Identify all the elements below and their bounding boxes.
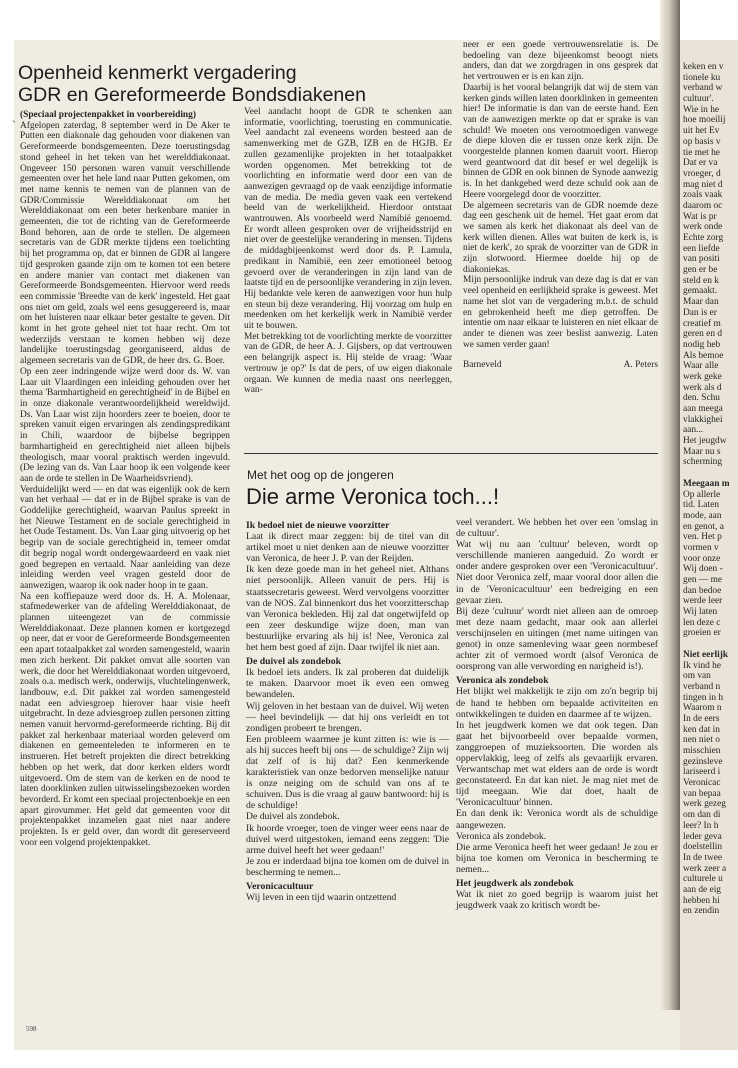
paragraph: Wat wij nu aan 'cultuur' beleven, wordt op verschillende manieren aangeduid. Zo wordt er onder andere gesproken over een 'Veronicacultuur'. Niet door Veronica zelf, maar vooral door allen die in de 'Veronicacultuur' een bedreiging en een gevaar zien. xyxy=(456,539,658,606)
fragment-line: daarom oc xyxy=(683,200,723,211)
fragment-line: uit het Ev xyxy=(683,126,720,137)
subheading: Het jeugdwerk als zondebok xyxy=(456,878,574,889)
right-page-fragments xyxy=(683,62,738,917)
fragment-line: hebben hi xyxy=(683,895,720,906)
article1-column-3 xyxy=(463,40,658,371)
fragment-line: gezinsleve xyxy=(683,756,723,767)
fragment-line: cultuur'. xyxy=(683,94,714,105)
fragment-line: nodig heb xyxy=(683,339,721,350)
paragraph: neer er een goede vertrouwensrelatie is. De bedoeling van deze bijeenkomst beoogt niets anders, dan dat we zorgdragen in ons gesprek dat het vertrouwen er is en kan zijn. xyxy=(463,40,658,83)
fragment-line xyxy=(683,639,738,650)
fragment-line: Als bemoe xyxy=(683,350,724,361)
fragment-line: en genot, a xyxy=(683,521,724,532)
fragment-line: werk zeer a xyxy=(683,863,727,874)
fragment-line: Wat is pr xyxy=(683,211,717,222)
fragment-line: lariseerd i xyxy=(683,767,721,778)
subheading: Ik bedoel niet de nieuwe voorzitter xyxy=(246,520,390,531)
fragment-line: Niet eerlijk xyxy=(683,649,729,660)
paragraph: Een probleem waarmee je kunt zitten is: wie is — als hij succes heeft bij ons — de schuldige? Zijn wij dat zelf of is hij dat? Een kenmerkende karakteristiek van onze bedorven menselijke natuur is onze neiging om de schuld van ons af te schuiven. Dus is die vraag al gauw bantwoord: hij is de schuldige! xyxy=(246,733,449,812)
paragraph: Ik hoorde vroeger, toen de vinger weer eens naar de duivel werd uitgestoken, iemand eens zeggen: 'Die arme duivel heeft het weer gedaan!' xyxy=(246,822,449,856)
fragment-line: tionele ku xyxy=(683,72,721,83)
fragment-line: groeien er xyxy=(683,628,721,639)
fragment-line: nen niet o xyxy=(683,735,720,746)
paragraph: Laat ik direct maar zeggen: bij de titel van dit artikel moet u niet denken aan de nieuwe voorzitter van Veronica, de heer J. P. van der Reijden. xyxy=(246,531,449,565)
fragment-line: In de twee xyxy=(683,852,723,863)
fragment-line: van positi xyxy=(683,254,720,265)
fragment-line: om van xyxy=(683,671,711,682)
fragment-line: Dat er va xyxy=(683,158,718,169)
subheading: Veronica als zondebok xyxy=(456,675,549,687)
paragraph: Ik ken deze goede man in het geheel niet. Althans niet persoonlijk. Alleen vanuit de pers. Hij is staatssecretaris geweest. Werd vervolgens voorzitter van de NOS. Zal binnenkort dus het voorzitterschap van Veronica bekleden. Hij zal dat ongetwijfeld op een zeer deskundige wijze doen, man van bestuurlijke ervaring als hij is! Nee, Veronica zal het hem best goed af zijn. Daar twijfel ik niet aan. xyxy=(246,564,449,654)
paragraph: Veel aandacht hoopt de GDR te schenken aan informatie, voorlichting, toerusting en communicatie. Veel aandacht zal eveneens worden besteed aan de samenwerking met de GZB, IZB en de HGJB. Er zullen gezamenlijke projekten in het totaalpakket worden opgenomen. Met betrekking tot de voorlichting en informatie werd door een van de aanwezigen gevraagd op de vaak eenzijdige informatie van de media. De media geven vaak een vertekend beeld van de werkelijkheid. Hierdoor ontstaat wantrouwen. Als voorbeeld werd Namibië genoemd. Er wordt alleen gesproken over de vrijheidsstrijd en niet over de geestelijke verandering in mensen. Tijdens de middagbijeenkomst werd door ds. P. Lamula, predikant in Namibië, een zeer emotioneel betoog gevoerd over de veranderingen in zijn land van de laatste tijd en de persoonlijke verandering in zijn leven. Hij bedankte vele keren de aanwezigen voor hun hulp en steun bij deze verandering. Hij voorzag om hulp en meedenken om het kerkelijk werk in Namibië verder uit te bouwen. xyxy=(244,107,453,332)
fragment-line: een liefde xyxy=(683,243,720,254)
fragment-line: doelstellin xyxy=(683,842,723,853)
fragment-line: gen — me xyxy=(683,575,723,585)
subheading: Veronicacultuur xyxy=(246,881,314,892)
fragment-line: leder geva xyxy=(683,831,722,842)
fragment-line: dan bedoe xyxy=(683,585,722,596)
signature-place: Barneveld xyxy=(463,360,502,371)
fragment-line: Op allerle xyxy=(683,489,721,500)
fragment-line: Veronicac xyxy=(683,778,721,789)
fragment-line: Waarom n xyxy=(683,703,722,714)
article2-kicker: Met het oog op de jongeren xyxy=(247,468,394,482)
article2-column-2 xyxy=(456,517,658,911)
fragment-line: Wie in he xyxy=(683,104,720,115)
paragraph: Verduidelijkt werd — en dat was eigenlijk ook de kern van het verhaal — dat er in de Bijbel sprake is van de Goddelijke gerechtigheid, waarvan Paulus spreekt in het Nieuwe Testament en de sociale gerechtigheid in het Oude Testament. Ds. Van Laar ging uitvoerig op het begrip van de sociale gerechtigheid in, temeer omdat dit begrip nogal wordt ondergewaardeerd en vaak niet goed begrepen en vertaald. Naar aanleiding van deze inleiding werden veel vragen gesteld door de aanwezigen, waarop ik ook nader hoop in te gaan. xyxy=(20,484,230,591)
paragraph: In het jeugdwerk komen we dat ook tegen. Dan gaat het bijvoorbeeld over bepaalde vormen, zanggroepen of muzieksoorten. Die worden als oppervlakkig, leeg of zelfs als gevaarlijk ervaren. Verwantschap met wat elders aan de orde is wordt geconstateerd. En dat kan niet. Je mag niet met de tijd meegaan. Wie dat doet, haalt de 'Veronicacultuur' binnen. xyxy=(456,719,658,809)
fragment-line: ven. Het p xyxy=(683,532,722,543)
fragment-line: Dan is er xyxy=(683,307,717,318)
fragment-line: Wij doen - xyxy=(683,564,723,575)
subheading: De duivel als zondebok xyxy=(246,656,342,668)
article2-column-1 xyxy=(246,517,449,903)
paragraph: De algemeen secretaris van de GDR noemde deze dag een geschenk uit de hemel. 'Het gaat erom dat we samen als kerk het diakonaat als deel van de kerk willen dienen. Alles wat buiten de kerk is, is niet de kerk', zo sprak de voorzitter van de GDR in zijn slotwoord. Hiermee doelde hij op de diakoniekas. xyxy=(463,200,658,275)
right-page xyxy=(680,40,738,1050)
fragment-line: werk onde xyxy=(683,222,723,233)
fragment-line: Meegaan m xyxy=(683,478,730,489)
paragraph: Daarbij is het vooral belangrijk dat wij de stem van kerken ginds willen laten doorklinken in gemeenten hier! De informatie is dan van de eerste hand. Een van de aanwezigen merkte op dat er sprake is van schuld! We moeten ons verootmoedigen vanwege de diepe kloven die er tussen onze kerk zijn. De voorgestelde plannen komen daaruit voort. Hierop werd geantwoord dat dit besef er wel degelijk is binnen de GDR en ook binnen de Synode aanwezig is. In het dankgebed werd deze schuld ook aan de Heere voorgelegd door de voorzitter. xyxy=(463,82,658,200)
paragraph: En dan denk ik: Veronica wordt als de schuldige aangewezen. xyxy=(456,808,658,831)
fragment-line: Maar dan xyxy=(683,297,719,308)
fragment-line: tingen in h xyxy=(683,692,724,703)
paragraph: De duivel als zondebok. xyxy=(246,811,340,823)
fragment-line: leer? In h xyxy=(683,820,719,831)
subheading: (Speciaal projectenpakket in voorbereiding) xyxy=(20,110,196,120)
fragment-line: den. Schu xyxy=(683,393,720,404)
fragment-line: Ik vind he xyxy=(683,660,722,671)
paragraph: Veronica als zondebok. xyxy=(456,830,547,842)
fragment-line: en zendin xyxy=(683,906,720,917)
fragment-line: culturele u xyxy=(683,874,723,885)
paragraph: Het blijkt wel makkelijk te zijn om zo'n begrip bij de hand te hebben om bepaalde activiteiten en ontwikkelingen te duiden en daarmee af te wijzen. xyxy=(456,686,658,720)
article1-signature xyxy=(463,360,658,371)
paragraph: Met betrekking tot de voorlichting merkte de voorzitter van de GDR, de heer A. J. Gijsbers, op dat vertrouwen een belangrijk aspect is. Hij stelde de vraag: 'Waar vertrouw je op?' Is dat de pers, of uw eigen diakonale orgaan. We kunnen de media naast ons neerleggen, wan- xyxy=(244,331,452,396)
section-divider xyxy=(244,453,658,454)
fragment-line: vroeger, d xyxy=(683,168,721,179)
fragment-line: gemaakt. xyxy=(683,286,718,297)
fragment-line: tie met he xyxy=(683,147,720,158)
page-gutter xyxy=(660,0,680,1010)
fragment-line: voor onze xyxy=(683,553,721,564)
article1-column-1 xyxy=(20,107,230,849)
paragraph: Mijn persoonlijke indruk van deze dag is dat er van veel openheid en eerlijkheid sprake is geweest. Met name het slot van de vergadering m.b.t. de schuld en gebrokenheid heeft me diep getroffen. De intentie om naar elkaar te luisteren en niet elkaar de ander te dienen was zeer beslist aanwezig. Laten we samen verder gaan! xyxy=(463,275,658,350)
fragment-line: keken en v xyxy=(683,62,724,72)
fragment-line: vlakkighei xyxy=(683,414,723,425)
fragment-line: ken dat in xyxy=(683,724,720,735)
paragraph: Wij geloven in het bestaan van de duivel. Wij weten — heel bevindelijk — dat hij ons verleidt en tot zondigen probeert te brengen. xyxy=(246,700,449,734)
fragment-line: verband w xyxy=(683,83,723,94)
paragraph: Bij deze 'cultuur' wordt niet alleen aan de omroep met deze naam gedacht, maar ook aan allerlei verschijnselen en uitingen (met name uitingen van genot) in onze samenleving waar geen normbesef achter zit of vermoed wordt (alsof Veronica de oorsprong van alle verwording en narigheid is!). xyxy=(456,605,658,673)
headline-line: GDR en Gereformeerde Bondsdiakenen xyxy=(18,84,366,106)
signature-author: A. Peters xyxy=(623,360,658,371)
fragment-line: aan de eig xyxy=(683,884,721,895)
fragment-line: werk als d xyxy=(683,382,722,393)
article1-column-2 xyxy=(244,107,452,396)
paragraph: veel verandert. We hebben het over een 'omslag in de cultuur'. xyxy=(456,517,658,540)
fragment-line: Wij laten xyxy=(683,607,718,618)
paragraph: Die arme Veronica heeft het weer gedaan! Je zou er bijna toe komen om Veronica in bescherming te nemen... xyxy=(456,841,658,875)
fragment-line: scherming xyxy=(683,457,723,468)
fragment-line: mode, aan xyxy=(683,510,722,521)
fragment-line: werde leer xyxy=(683,596,723,607)
paragraph: Op een zeer indringende wijze werd door ds. W. van Laar uit Vlaardingen een inleiding gehouden over het thema 'Barmhartigheid en gerechtigheid' in de Bijbel en in onze diakonale verantwoordelijkheid wereldwijd. Ds. Van Laar wist zijn hoorders zeer te boeien, door te spreken vanuit eigen ervaringen als zendingspredikant in Chili, waardoor de bijbelse begrippen barmhartigheid en gerechtigheid niet alleen bijbels theologisch, maar vooral praktisch werden ingevuld. (De lezing van ds. Van Laar hoop ik een volgende keer aan de orde te stellen in De Waarheidsvriend). xyxy=(20,366,230,484)
fragment-line: werk geke xyxy=(683,371,722,382)
paragraph: Wat ik niet zo goed begrijp is waarom juist het jeugdwerk vaak zo kritisch wordt be- xyxy=(456,889,658,912)
fragment-line: geren en d xyxy=(683,329,723,340)
fragment-line: tid. Laten xyxy=(683,500,719,511)
fragment-line: werk gezeg xyxy=(683,799,726,810)
headline-line: Openheid kenmerkt vergadering xyxy=(18,62,297,84)
paragraph: Je zou er inderdaad bijna toe komen om de duivel in bescherming te nemen... xyxy=(246,855,449,878)
paragraph: Ik bedoel iets anders. Ik zal proberen dat duidelijk te maken. Daarvoor moet ik even een omweg bewandelen. xyxy=(246,667,449,701)
page-number: 598 xyxy=(26,1025,37,1033)
paragraph: Wij leven in een tijd waarin ontzettend xyxy=(246,892,397,904)
fragment-line: mag niet d xyxy=(683,179,723,190)
fragment-line: steld en k xyxy=(683,275,719,286)
fragment-line: Echte zorg xyxy=(683,233,724,243)
fragment-line: om dan di xyxy=(683,810,721,821)
fragment-line: misschien xyxy=(683,746,721,756)
fragment-line: len deze c xyxy=(683,617,721,628)
paragraph: Na een koffiepauze werd door ds. H. A. Molenaar, stafmedewerker van de afdeling Werelddiakonaat, de plannen uiteengezet van de commissie Werelddiakonaat. Deze plannen komen er kortgezegd op neer, dat er voor de Gereformeerde Bondsgemeenten een apart totaalpakket zal worden samengesteld, waarin men zich herkent. Dit pakket omvat alle soorten van werk, die door het Werelddiakonaat worden uitgevoerd, zoals o.a. medisch werk, onderwijs, vluchtelingenwerk, landbouw, e.d. Dit pakket zal worden samengesteld nadat een adviesgroep hierover haar visie heeft uitgebracht. In deze adviesgroep zullen personen zitting nemen vanuit hervormd-gereformeerde richting. Bij dit pakket zal herkenbaar materiaal worden geleverd om diakenen en gemeenteleden te informeren en te instrueren. Het betreft projekten die direct betrekking hebben op het werk, dat door kerken elders wordt uitgevoerd. Om de stem van de kerken en de nood te laten doorklinken zullen uitwisselingsbezoeken worden bevorderd. Er komt een speciaal projectenboekje en een apart girονummer. Het geld dat gemeenten voor dit projektenpakket inzamelen gaat niet naar andere projekten. Is er geld over, dan wordt dit gereserveerd voor een volgend projektenpakket. xyxy=(20,591,230,848)
paragraph: Afgelopen zaterdag, 8 september werd in De Aker te Putten een diakonale dag gehouden voor diakenen van Gereformeerde bondsgemeenten. Deze toerustingsdag stond geheel in het teken van het werelddiakonaat. Ongeveer 150 personen waren vanuit verschillende gemeenten over het hele land naar Putten gekomen, om met name kennis te nemen van de plannen van de GDR/Commissie Werelddiakonaat om het Werelddiakonaat om een beter herkenbare manier in gemeenten, die tot de richting van de Gereformeerde Bond behoren, aan de orde te stellen. De algemeen secretaris van de GDR merkte tijdens een toelichting bij het programma op, dat er binnen de GDR al langere tijd gesproken gaande zijn om te komen tot een betere en andere manier van contact met diakenen van Gereformeerde Bondsgemeenten. Hiervoor werd reeds een commissie 'Breedte van de kerk' ingesteld. Het gaat ons niet om geld, zoals wel eens gesuggereerd is, maar om het luisteren naar elkaar beter gestalte te geven. Dit komt in het grote geheel niet tot haar recht. Om tot wederzijds verstaan te komen hebben wij deze landelijke toerustingsdag georganiseerd, aldus de algemeen secretaris van de GDR, de heer drs. G. Boer. xyxy=(20,120,230,367)
margin-mark: ` xyxy=(12,118,16,132)
fragment-line: Het jeugdw xyxy=(683,436,727,447)
fragment-line: hoe moeilij xyxy=(683,115,726,126)
fragment-line: aan... xyxy=(683,425,704,436)
fragment-line: van bepaa xyxy=(683,788,721,799)
article2-title: Die arme Veronica toch...! xyxy=(246,484,500,509)
fragment-line: Waar alle xyxy=(683,361,719,372)
fragment-line: aan meega xyxy=(683,404,723,414)
fragment-line: op basis v xyxy=(683,136,721,147)
fragment-line: gen er be xyxy=(683,265,718,276)
fragment-line: verband n xyxy=(683,681,721,692)
fragment-line: vormen v xyxy=(683,542,719,553)
fragment-line xyxy=(683,468,738,479)
fragment-line: creatief m xyxy=(683,318,721,329)
fragment-line: Maar nu s xyxy=(683,446,721,457)
fragment-line: zoals vaak xyxy=(683,190,723,201)
fragment-line: In de eers xyxy=(683,713,720,724)
